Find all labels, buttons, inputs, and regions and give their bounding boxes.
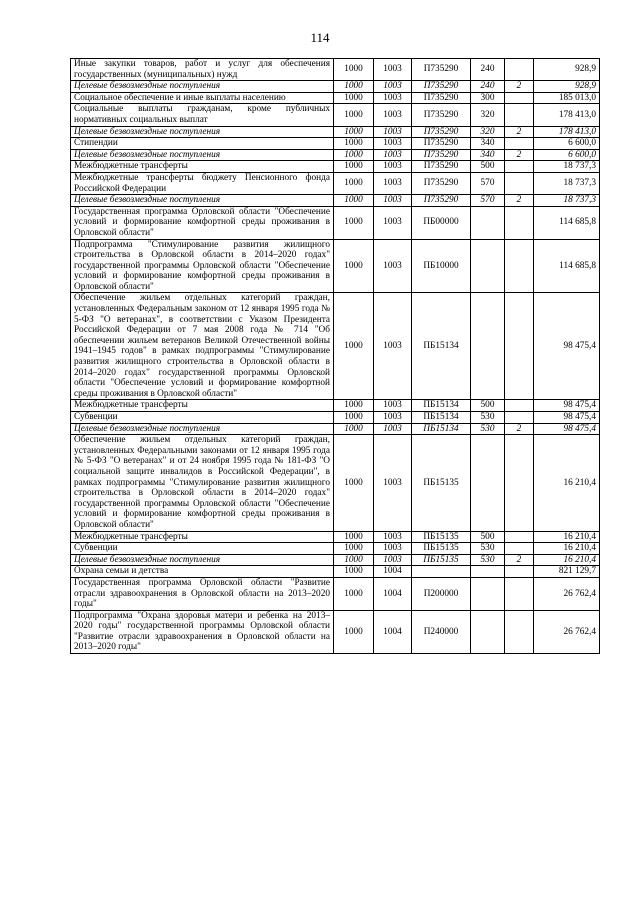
row-source-code bbox=[505, 412, 534, 424]
row-expense-type: 570 bbox=[471, 195, 505, 207]
row-name: Охрана семьи и детства bbox=[71, 566, 334, 578]
row-subsection-code: 1003 bbox=[374, 293, 412, 400]
row-amount: 185 013,0 bbox=[534, 92, 600, 104]
row-source-code bbox=[505, 92, 534, 104]
row-source-code bbox=[505, 531, 534, 543]
row-name: Подпрограмма "Охрана здоровья матери и ребенка на 2013–2020 годы" государственной программы Орловской области "Развитие отрасли здравоохранения в Орловской области на 2013–2020 годы" bbox=[71, 610, 334, 653]
row-subsection-code: 1003 bbox=[374, 195, 412, 207]
row-target-article: П735290 bbox=[412, 126, 471, 138]
row-target-article: ПБ00000 bbox=[412, 206, 471, 239]
row-source-code bbox=[505, 435, 534, 531]
row-source-code: 2 bbox=[505, 81, 534, 93]
row-target-article: П240000 bbox=[412, 610, 471, 653]
row-expense-type: 500 bbox=[471, 161, 505, 173]
row-amount: 18 737,3 bbox=[534, 161, 600, 173]
row-source-code bbox=[505, 239, 534, 293]
row-source-code bbox=[505, 543, 534, 555]
row-expense-type bbox=[471, 239, 505, 293]
row-amount: 114 685,8 bbox=[534, 239, 600, 293]
row-expense-type: 240 bbox=[471, 81, 505, 93]
row-section-code: 1000 bbox=[334, 610, 374, 653]
row-target-article: ПБ15134 bbox=[412, 423, 471, 435]
row-subsection-code: 1003 bbox=[374, 149, 412, 161]
row-name: Субвенции bbox=[71, 543, 334, 555]
row-target-article: П735290 bbox=[412, 161, 471, 173]
row-source-code: 2 bbox=[505, 195, 534, 207]
table-row bbox=[71, 206, 600, 239]
row-name: Государственная программа Орловской области "Обеспечение условий и формирование комфортной среды проживания в Орловской области" bbox=[71, 206, 334, 239]
row-subsection-code: 1003 bbox=[374, 554, 412, 566]
row-expense-type: 530 bbox=[471, 412, 505, 424]
row-name: Субвенции bbox=[71, 412, 334, 424]
table-row bbox=[71, 543, 600, 555]
table-row bbox=[71, 554, 600, 566]
row-expense-type: 240 bbox=[471, 59, 505, 81]
row-source-code bbox=[505, 59, 534, 81]
table-row bbox=[71, 435, 600, 531]
row-expense-type bbox=[471, 293, 505, 400]
row-section-code: 1000 bbox=[334, 554, 374, 566]
row-amount: 16 210,4 bbox=[534, 531, 600, 543]
row-target-article bbox=[412, 566, 471, 578]
row-section-code: 1000 bbox=[334, 92, 374, 104]
row-name: Стипендии bbox=[71, 138, 334, 150]
row-source-code bbox=[505, 172, 534, 194]
row-section-code: 1000 bbox=[334, 543, 374, 555]
row-amount: 16 210,4 bbox=[534, 554, 600, 566]
row-target-article: ПБ15135 bbox=[412, 531, 471, 543]
row-name: Обеспечение жильем отдельных категорий граждан, установленных Федеральным законом от 12 января 1995 года № 5-ФЗ "О ветеранах", в соответствии с Указом Президента Российской Федерации от 7 мая 2008 года № 714 "Об обеспечении жильем ветеранов Великой Отечественной войны 1941–1945 годов" в рамках подпрограммы "Стимулирование развития жилищного строительства в Орловской области в 2014–2020 годах" государственной программы Орловской области "Обеспечение условий и формирование комфортной среды проживания в Орловской области" bbox=[71, 293, 334, 400]
budget-table-body bbox=[71, 59, 600, 654]
row-amount: 928,9 bbox=[534, 59, 600, 81]
row-amount: 98 475,4 bbox=[534, 412, 600, 424]
table-row bbox=[71, 92, 600, 104]
row-expense-type bbox=[471, 566, 505, 578]
row-source-code: 2 bbox=[505, 554, 534, 566]
row-name: Целевые безвозмездные поступления bbox=[71, 195, 334, 207]
row-name: Целевые безвозмездные поступления bbox=[71, 149, 334, 161]
table-row bbox=[71, 81, 600, 93]
row-source-code bbox=[505, 161, 534, 173]
row-section-code: 1000 bbox=[334, 81, 374, 93]
table-row bbox=[71, 126, 600, 138]
row-source-code bbox=[505, 610, 534, 653]
row-source-code bbox=[505, 138, 534, 150]
budget-table bbox=[70, 58, 600, 654]
row-amount: 26 762,4 bbox=[534, 610, 600, 653]
row-section-code: 1000 bbox=[334, 423, 374, 435]
row-subsection-code: 1003 bbox=[374, 239, 412, 293]
row-target-article: ПБ10000 bbox=[412, 239, 471, 293]
row-expense-type: 320 bbox=[471, 126, 505, 138]
row-target-article: П735290 bbox=[412, 104, 471, 126]
table-row bbox=[71, 566, 600, 578]
table-row bbox=[71, 138, 600, 150]
row-section-code: 1000 bbox=[334, 59, 374, 81]
table-row bbox=[71, 149, 600, 161]
row-amount: 98 475,4 bbox=[534, 293, 600, 400]
row-target-article: П735290 bbox=[412, 59, 471, 81]
row-subsection-code: 1003 bbox=[374, 59, 412, 81]
table-row bbox=[71, 531, 600, 543]
page-number: 114 bbox=[310, 30, 330, 45]
row-name: Межбюджетные трансферты бюджету Пенсионного фонда Российской Федерации bbox=[71, 172, 334, 194]
row-target-article: ПБ15134 bbox=[412, 412, 471, 424]
row-subsection-code: 1003 bbox=[374, 126, 412, 138]
row-subsection-code: 1003 bbox=[374, 435, 412, 531]
table-row bbox=[71, 293, 600, 400]
row-amount: 178 413,0 bbox=[534, 104, 600, 126]
row-expense-type: 530 bbox=[471, 423, 505, 435]
row-source-code bbox=[505, 400, 534, 412]
row-expense-type: 300 bbox=[471, 92, 505, 104]
row-section-code: 1000 bbox=[334, 149, 374, 161]
row-expense-type bbox=[471, 206, 505, 239]
row-amount: 114 685,8 bbox=[534, 206, 600, 239]
row-source-code bbox=[505, 566, 534, 578]
row-section-code: 1000 bbox=[334, 161, 374, 173]
table-row bbox=[71, 172, 600, 194]
table-row bbox=[71, 400, 600, 412]
row-subsection-code: 1004 bbox=[374, 610, 412, 653]
row-expense-type: 340 bbox=[471, 138, 505, 150]
row-target-article: ПБ15135 bbox=[412, 543, 471, 555]
row-section-code: 1000 bbox=[334, 400, 374, 412]
table-row bbox=[71, 610, 600, 653]
row-target-article: П735290 bbox=[412, 172, 471, 194]
row-section-code: 1000 bbox=[334, 195, 374, 207]
row-name: Целевые безвозмездные поступления bbox=[71, 126, 334, 138]
row-name: Социальные выплаты гражданам, кроме публичных нормативных социальных выплат bbox=[71, 104, 334, 126]
row-subsection-code: 1003 bbox=[374, 531, 412, 543]
row-expense-type: 530 bbox=[471, 543, 505, 555]
row-subsection-code: 1003 bbox=[374, 423, 412, 435]
row-expense-type bbox=[471, 435, 505, 531]
row-source-code bbox=[505, 104, 534, 126]
row-source-code: 2 bbox=[505, 126, 534, 138]
row-expense-type: 500 bbox=[471, 531, 505, 543]
row-section-code: 1000 bbox=[334, 206, 374, 239]
row-expense-type: 320 bbox=[471, 104, 505, 126]
table-row bbox=[71, 104, 600, 126]
row-target-article: П735290 bbox=[412, 92, 471, 104]
row-expense-type: 530 bbox=[471, 554, 505, 566]
row-subsection-code: 1003 bbox=[374, 206, 412, 239]
row-source-code: 2 bbox=[505, 423, 534, 435]
row-amount: 16 210,4 bbox=[534, 543, 600, 555]
row-section-code: 1000 bbox=[334, 577, 374, 610]
row-expense-type: 340 bbox=[471, 149, 505, 161]
table-row bbox=[71, 239, 600, 293]
row-amount: 98 475,4 bbox=[534, 400, 600, 412]
row-section-code: 1000 bbox=[334, 435, 374, 531]
row-name: Целевые безвозмездные поступления bbox=[71, 554, 334, 566]
table-row bbox=[71, 59, 600, 81]
table-row bbox=[71, 577, 600, 610]
row-section-code: 1000 bbox=[334, 531, 374, 543]
row-subsection-code: 1003 bbox=[374, 400, 412, 412]
row-subsection-code: 1003 bbox=[374, 161, 412, 173]
row-subsection-code: 1003 bbox=[374, 172, 412, 194]
row-section-code: 1000 bbox=[334, 566, 374, 578]
row-name: Межбюджетные трансферты bbox=[71, 161, 334, 173]
row-section-code: 1000 bbox=[334, 126, 374, 138]
row-name: Межбюджетные трансферты bbox=[71, 531, 334, 543]
row-target-article: П735290 bbox=[412, 195, 471, 207]
row-source-code bbox=[505, 577, 534, 610]
row-amount: 18 737,3 bbox=[534, 195, 600, 207]
row-target-article: ПБ15135 bbox=[412, 435, 471, 531]
row-section-code: 1000 bbox=[334, 104, 374, 126]
row-subsection-code: 1003 bbox=[374, 138, 412, 150]
row-expense-type bbox=[471, 610, 505, 653]
row-amount: 26 762,4 bbox=[534, 577, 600, 610]
row-name: Целевые безвозмездные поступления bbox=[71, 81, 334, 93]
row-amount: 16 210,4 bbox=[534, 435, 600, 531]
row-source-code bbox=[505, 293, 534, 400]
row-subsection-code: 1003 bbox=[374, 412, 412, 424]
table-row bbox=[71, 423, 600, 435]
row-amount: 821 129,7 bbox=[534, 566, 600, 578]
row-target-article: ПБ15134 bbox=[412, 293, 471, 400]
row-name: Обеспечение жильем отдельных категорий граждан, установленных Федеральными законами от 12 января 1995 года № 5-ФЗ "О ветеранах" и от 24 ноября 1995 года № 181-ФЗ "О социальной защите инвалидов в Российской Федерации", в рамках подпрограммы "Стимулирование развития жилищного строительства в Орловской области в 2014–2020 годах" государственной программы Орловской области "Обеспечение условий и формирование комфортной среды проживания в Орловской области" bbox=[71, 435, 334, 531]
row-section-code: 1000 bbox=[334, 293, 374, 400]
row-section-code: 1000 bbox=[334, 172, 374, 194]
table-row bbox=[71, 412, 600, 424]
row-subsection-code: 1003 bbox=[374, 104, 412, 126]
row-subsection-code: 1003 bbox=[374, 81, 412, 93]
row-source-code bbox=[505, 206, 534, 239]
row-amount: 178 413,0 bbox=[534, 126, 600, 138]
row-expense-type: 500 bbox=[471, 400, 505, 412]
row-target-article: П735290 bbox=[412, 81, 471, 93]
row-section-code: 1000 bbox=[334, 239, 374, 293]
row-name: Подпрограмма "Стимулирование развития жилищного строительства в Орловской области в 2014–2020 годах" государственной программы Орловской области "Обеспечение условий и формирование комфортной среды проживания в Орловской области" bbox=[71, 239, 334, 293]
row-target-article: П735290 bbox=[412, 138, 471, 150]
row-subsection-code: 1003 bbox=[374, 92, 412, 104]
row-subsection-code: 1004 bbox=[374, 566, 412, 578]
row-target-article: ПБ15134 bbox=[412, 400, 471, 412]
row-name: Целевые безвозмездные поступления bbox=[71, 423, 334, 435]
row-amount: 928,9 bbox=[534, 81, 600, 93]
row-target-article: П735290 bbox=[412, 149, 471, 161]
row-name: Межбюджетные трансферты bbox=[71, 400, 334, 412]
row-amount: 98 475,4 bbox=[534, 423, 600, 435]
row-name: Иные закупки товаров, работ и услуг для обеспечения государственных (муниципальных) нужд bbox=[71, 59, 334, 81]
row-amount: 18 737,3 bbox=[534, 172, 600, 194]
row-section-code: 1000 bbox=[334, 138, 374, 150]
row-name: Социальное обеспечение и иные выплаты населению bbox=[71, 92, 334, 104]
row-target-article: П200000 bbox=[412, 577, 471, 610]
row-expense-type: 570 bbox=[471, 172, 505, 194]
row-subsection-code: 1004 bbox=[374, 577, 412, 610]
table-row bbox=[71, 195, 600, 207]
row-amount: 6 600,0 bbox=[534, 149, 600, 161]
table-row bbox=[71, 161, 600, 173]
row-expense-type bbox=[471, 577, 505, 610]
row-source-code: 2 bbox=[505, 149, 534, 161]
row-name: Государственная программа Орловской области "Развитие отрасли здравоохранения в Орловской области на 2013–2020 годы" bbox=[71, 577, 334, 610]
row-section-code: 1000 bbox=[334, 412, 374, 424]
row-amount: 6 600,0 bbox=[534, 138, 600, 150]
row-target-article: ПБ15135 bbox=[412, 554, 471, 566]
row-subsection-code: 1003 bbox=[374, 543, 412, 555]
